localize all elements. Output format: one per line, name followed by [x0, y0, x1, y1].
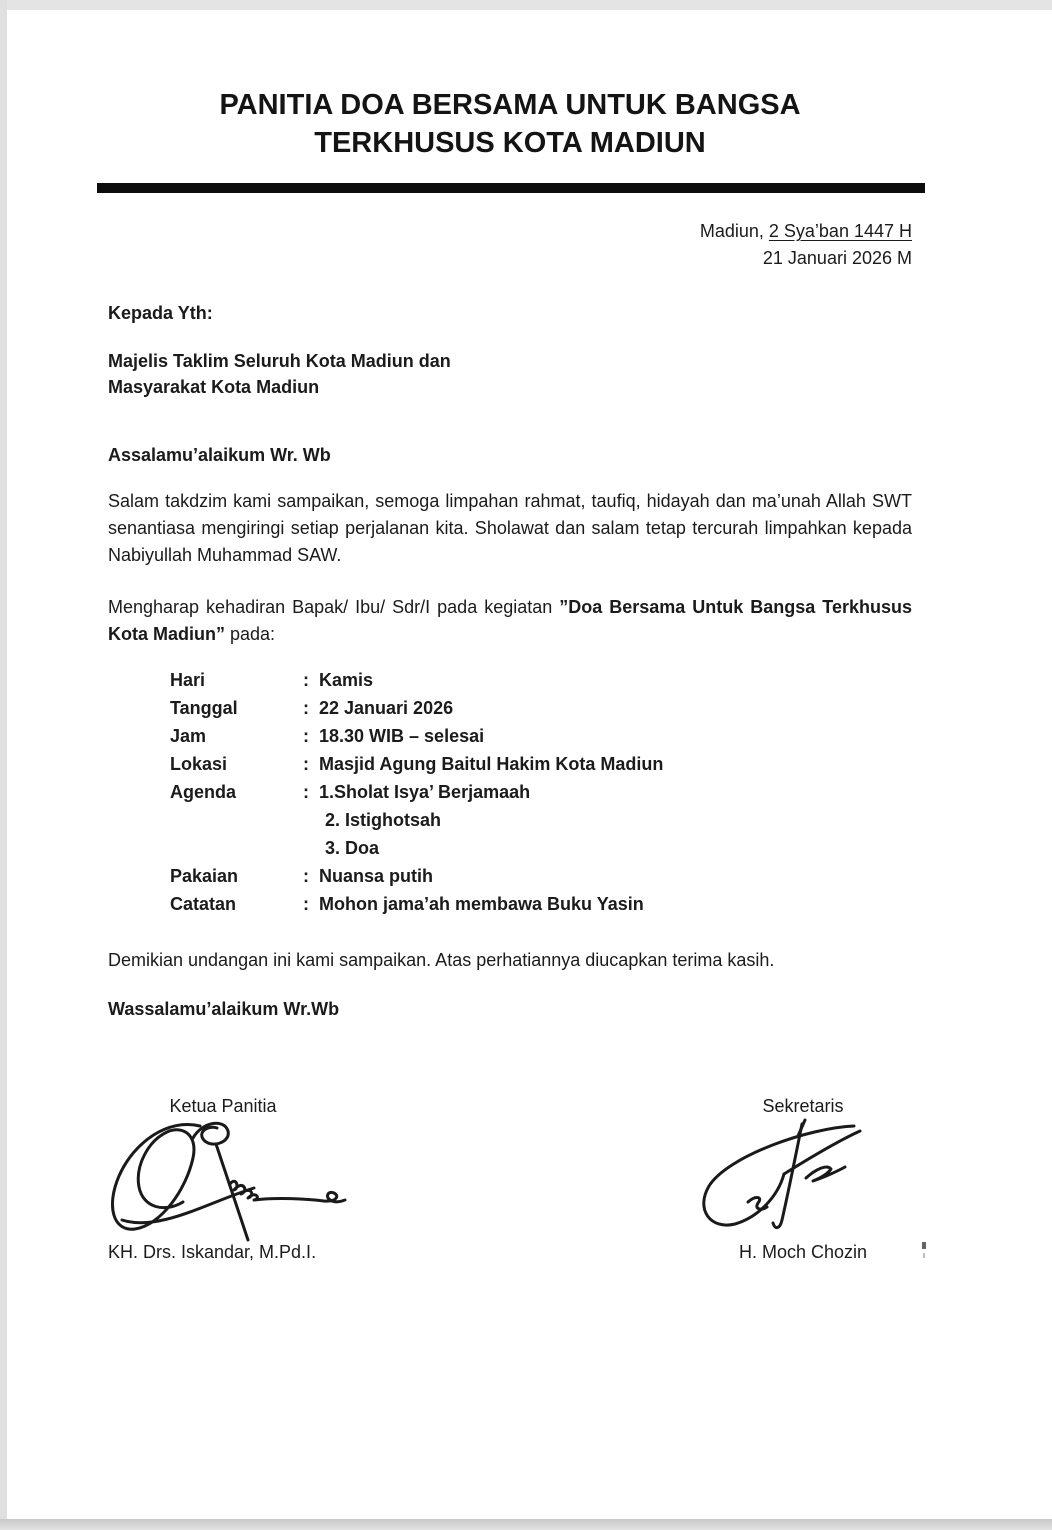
paragraph-invitation: [108, 594, 912, 648]
detail-value: 18.30 WIB – selesai: [319, 726, 485, 746]
detail-value: 22 Januari 2026: [319, 698, 454, 718]
dateline-gregorian: 21 Januari 2026 M: [762, 248, 912, 268]
detail-label: Tanggal: [170, 698, 238, 718]
invitation-post: pada:: [225, 624, 276, 644]
detail-label: Lokasi: [170, 754, 228, 774]
signature-section: [108, 1096, 912, 1286]
scan-edge-left: [0, 0, 7, 1530]
detail-label: Pakaian: [170, 866, 239, 886]
letterhead-title: [108, 0, 912, 162]
dateline-hijri-date: 2 Sya’ban 1447 H: [768, 221, 912, 241]
detail-colon: :: [303, 726, 309, 746]
dateline: [108, 218, 912, 272]
detail-colon: :: [303, 670, 309, 690]
letterhead-divider: [97, 183, 925, 193]
paragraph-salam: Salam takdzim kami sampaikan, semoga limpahan rahmat, taufiq, hidayah dan ma’unah Allah SWT senantiasa mengiringi setiap perjalanan kita. Sholawat dan salam tetap tercurah limpahkan kepada Nabiyullah Muhammad SAW.: [108, 491, 912, 565]
recipient-salutation: Kepada Yth:: [108, 303, 213, 323]
invitation-pre: Mengharap kehadiran Bapak/ Ibu/ Sdr/I pada kegiatan: [108, 597, 560, 617]
detail-label: Catatan: [170, 894, 237, 914]
signature-role-sekretaris: Sekretaris: [762, 1096, 844, 1116]
closing-paragraph: Demikian undangan ini kami sampaikan. Atas perhatiannya diucapkan terima kasih.: [108, 950, 775, 970]
signature-role-ketua: Ketua Panitia: [169, 1096, 277, 1116]
agenda-item-2: 2. Istighotsah: [325, 810, 442, 830]
event-details: [108, 666, 912, 918]
detail-row-lokasi: [108, 750, 912, 778]
letterhead-title-line2: TERKHUSUS KOTA MADIUN: [314, 127, 706, 159]
signature-sekretaris-handwriting: [686, 1112, 886, 1240]
detail-value: 1.Sholat Isya’ Berjamaah: [319, 782, 531, 802]
detail-colon: :: [303, 894, 309, 914]
detail-colon: :: [303, 866, 309, 886]
letterhead-title-line1: PANITIA DOA BERSAMA UNTUK BANGSA: [219, 89, 801, 121]
letter-content: [108, 0, 912, 1286]
detail-row-pakaian: [108, 862, 912, 890]
signature-name-sekretaris: H. Moch Chozin: [738, 1242, 868, 1262]
detail-colon: :: [303, 698, 309, 718]
signature-ketua-handwriting: [104, 1116, 404, 1244]
detail-label: Agenda: [170, 782, 237, 802]
detail-value: Nuansa putih: [319, 866, 434, 886]
detail-row-tanggal: [108, 694, 912, 722]
detail-value: Kamis: [319, 670, 374, 690]
detail-label: Jam: [170, 726, 207, 746]
detail-row-agenda: [108, 778, 912, 806]
detail-row-hari: [108, 666, 912, 694]
dateline-city: Madiun,: [699, 221, 769, 241]
detail-row-jam: [108, 722, 912, 750]
detail-colon: :: [303, 754, 309, 774]
ink-artifact: [922, 1242, 926, 1249]
detail-colon: :: [303, 782, 309, 802]
closing-greeting: Wassalamu’alaikum Wr.Wb: [108, 999, 340, 1019]
scan-edge-bottom: [0, 1519, 1052, 1530]
detail-value: Masjid Agung Baitul Hakim Kota Madiun: [319, 754, 664, 774]
detail-label: Hari: [170, 670, 206, 690]
recipient-line2: Masyarakat Kota Madiun: [108, 377, 320, 397]
dateline-hijri: [108, 218, 912, 245]
detail-value: Mohon jama’ah membawa Buku Yasin: [319, 894, 644, 914]
recipient-line1: Majelis Taklim Seluruh Kota Madiun dan: [108, 351, 451, 371]
signature-name-ketua: KH. Drs. Iskandar, M.Pd.I.: [108, 1242, 317, 1262]
detail-row-catatan: [108, 890, 912, 918]
agenda-item-3: 3. Doa: [325, 838, 380, 858]
invitation-event-name: ”Doa Bersama Untuk Bangsa Terkhusus Kota Madiun”: [108, 597, 912, 644]
opening-greeting: Assalamu’alaikum Wr. Wb: [108, 445, 331, 465]
recipient-block: [108, 348, 912, 400]
